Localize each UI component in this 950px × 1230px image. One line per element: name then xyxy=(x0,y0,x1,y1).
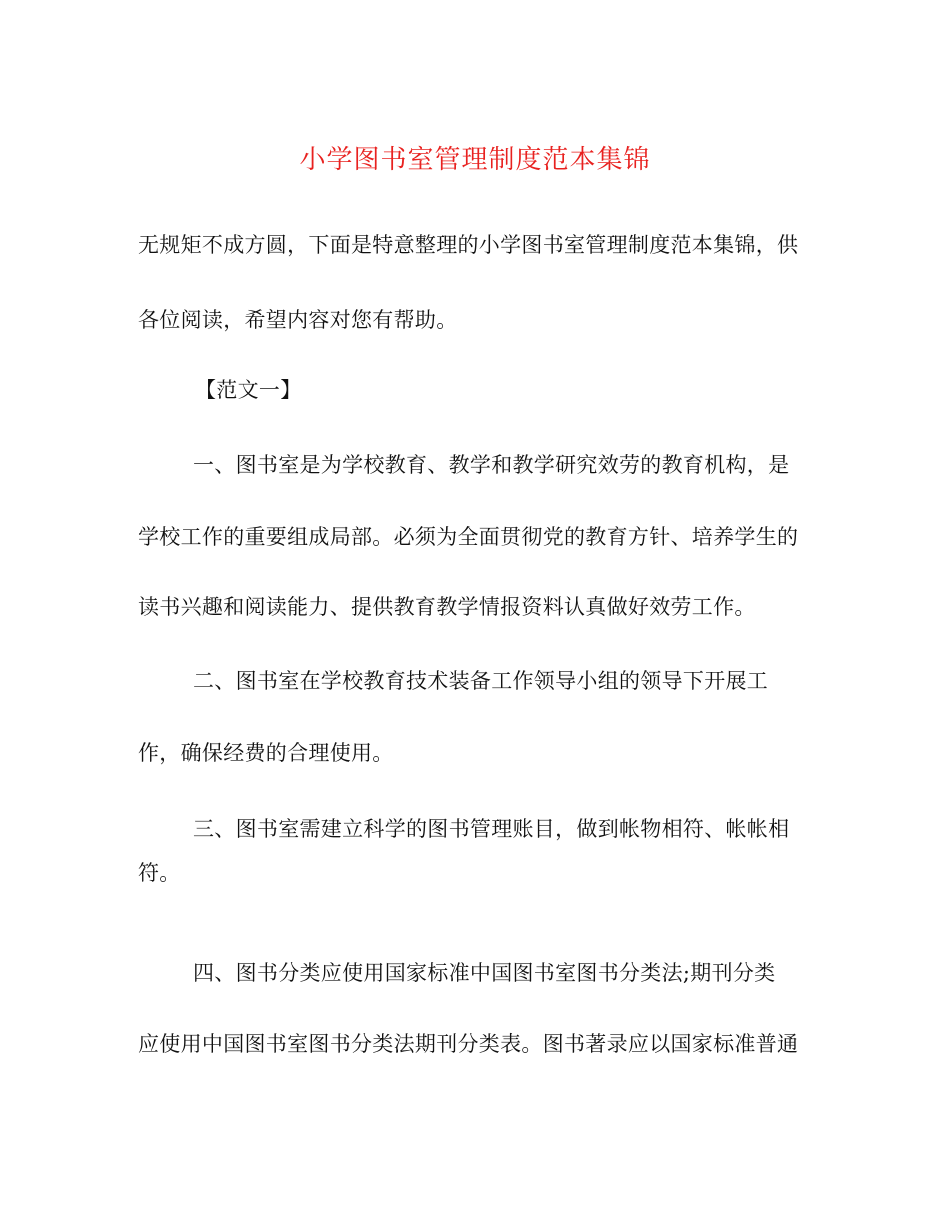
paragraph-2-line-2: 作，确保经费的合理使用。 xyxy=(138,741,394,765)
paragraph-4-line-2: 应使用中国图书室图书分类法期刊分类表。图书著录应以国家标准普通 xyxy=(138,1032,799,1056)
paragraph-4-line-1: 四、图书分类应使用国家标准中国图书室图书分类法;期刊分类 xyxy=(193,961,776,985)
paragraph-3-line-1: 三、图书室需建立科学的图书管理账目，做到帐物相符、帐帐相 xyxy=(193,817,790,841)
section-heading: 【范文一】 xyxy=(195,378,302,402)
paragraph-1-line-3: 读书兴趣和阅读能力、提供教育教学情报资料认真做好效劳工作。 xyxy=(138,595,756,619)
paragraph-1-line-2: 学校工作的重要组成局部。必须为全面贯彻党的教育方针、培养学生的 xyxy=(138,525,799,549)
paragraph-1-line-1: 一、图书室是为学校教育、教学和教学研究效劳的教育机构，是 xyxy=(193,453,790,477)
document-title: 小学图书室管理制度范本集锦 xyxy=(299,145,651,175)
intro-line-2: 各位阅读，希望内容对您有帮助。 xyxy=(138,308,458,332)
paragraph-2-line-1: 二、图书室在学校教育技术装备工作领导小组的领导下开展工 xyxy=(193,669,769,693)
intro-line-1: 无规矩不成方圆，下面是特意整理的小学图书室管理制度范本集锦，供 xyxy=(138,233,799,257)
paragraph-3-line-2: 符。 xyxy=(138,861,181,885)
